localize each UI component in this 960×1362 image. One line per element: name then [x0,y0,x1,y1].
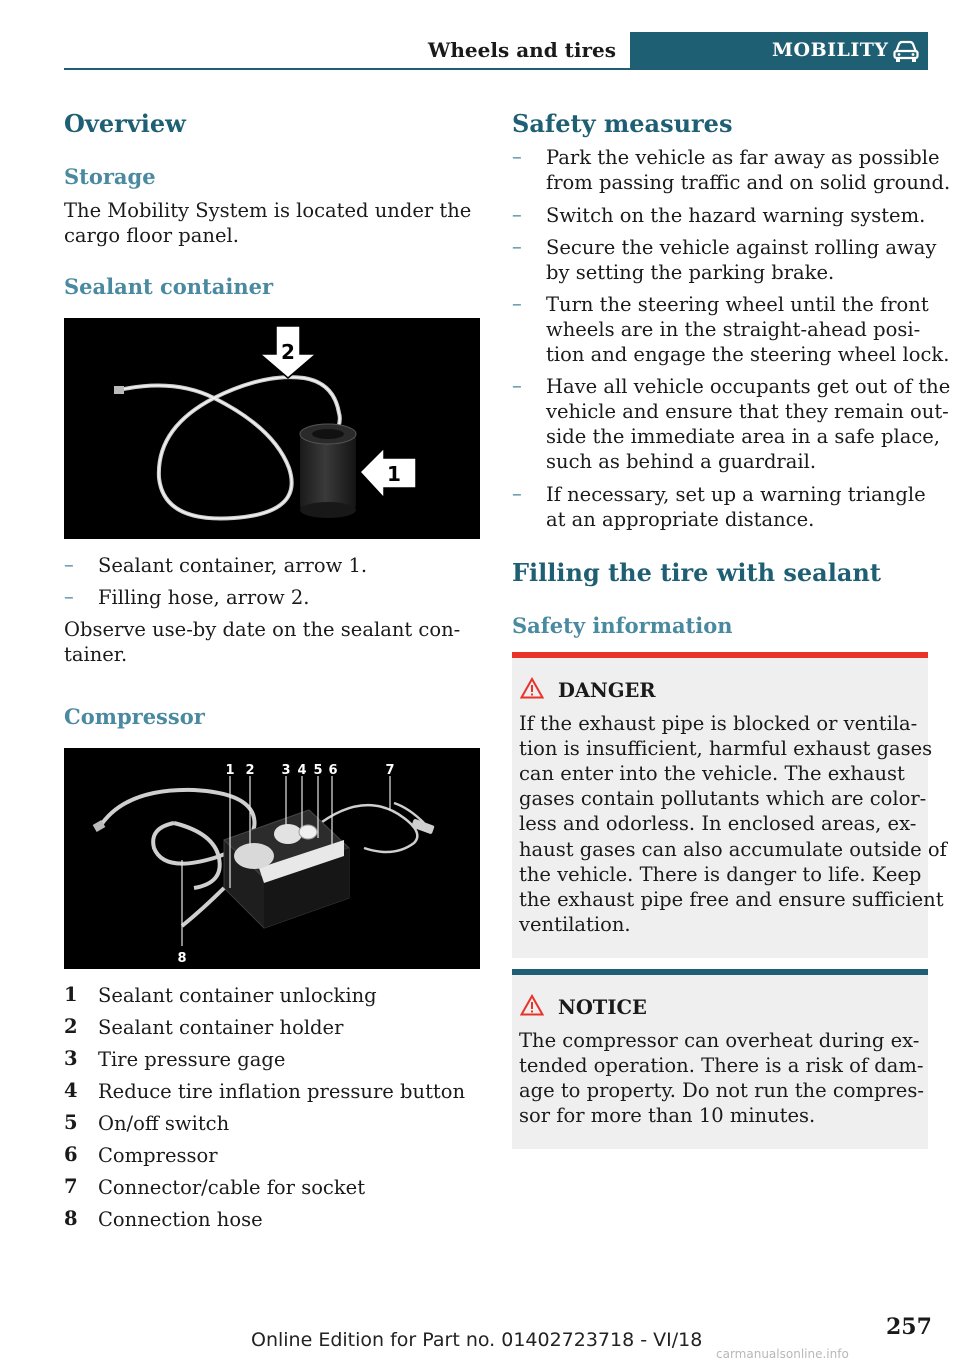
part-label: Connection hose [98,1208,263,1231]
overview-heading: Overview [64,109,186,138]
part-number: 3 [64,1047,78,1070]
callout-number: 7 [385,763,395,778]
notice-bar [512,969,928,975]
part-number: 7 [64,1175,78,1198]
callout-number: 8 [177,951,187,966]
warning-triangle-icon [520,677,544,699]
safety-measures-heading: Safety measures [512,109,733,138]
sealant-list-item: Sealant container, arrow 1. [98,554,368,577]
danger-line: ventilation. [519,913,631,936]
part-label: Compressor [98,1144,218,1167]
sealant-note-line: tainer. [64,643,128,666]
running-header [64,32,630,70]
list-dash: – [512,292,522,315]
part-number: 1 [64,983,78,1006]
danger-line: the exhaust pipe free and ensure sufficient [519,888,944,911]
part-number: 5 [64,1111,78,1134]
notice-line: sor for more than 10 minutes. [519,1104,816,1127]
list-dash: – [512,145,522,168]
compressor-photo [64,748,480,969]
callout-number: 6 [328,763,338,778]
notice-line: age to property. Do not run the compres- [519,1079,924,1102]
safety-item-line: side the immediate area in a safe place, [546,425,940,448]
callout-number: 4 [297,763,307,778]
watermark: carmanualsonline.info [716,1347,849,1361]
callout-number: 3 [281,763,291,778]
chapter-title: MOBILITY [772,39,889,61]
safety-item-line: Park the vehicle as far away as possible [546,146,940,169]
part-number: 8 [64,1207,78,1230]
safety-item-line: Secure the vehicle against rolling away [546,236,937,259]
notice-line: tended operation. There is a risk of dam- [519,1054,924,1077]
arrow-label: 2 [281,340,295,364]
safety-item-line: Switch on the hazard warning system. [546,204,926,227]
arrow-label: 1 [387,462,401,486]
danger-bar [512,652,928,658]
storage-text-line: The Mobility System is located under the [64,199,472,222]
part-number: 2 [64,1015,78,1038]
danger-line: gases contain pollutants which are color- [519,787,927,810]
chapter-tab [630,32,928,70]
part-label: Tire pressure gage [98,1048,286,1071]
safety-item-line: wheels are in the straight-ahead posi- [546,318,921,341]
filling-heading: Filling the tire with sealant [512,558,881,587]
safety-item-line: from passing traffic and on solid ground. [546,171,951,194]
safety-item-line: Turn the steering wheel until the front [546,293,929,316]
part-label: On/off switch [98,1112,230,1135]
sealant-container-illustration [64,318,480,539]
sealant-container-photo [64,318,480,539]
storage-text-line: cargo floor panel. [64,224,239,247]
safety-item-line: Have all vehicle occupants get out of the [546,375,951,398]
car-icon [892,38,920,64]
safety-item-line: vehicle and ensure that they remain out- [546,400,949,423]
part-label: Sealant container holder [98,1016,344,1039]
sealant-list-item: Filling hose, arrow 2. [98,586,310,609]
safety-item-line: by setting the parking brake. [546,261,835,284]
danger-line: tion is insufficient, harmful exhaust gases [519,737,933,760]
section-title: Wheels and tires [427,38,616,62]
sealant-note-line: Observe use-by date on the sealant con- [64,618,461,641]
compressor-illustration [64,748,480,969]
part-label: Connector/cable for socket [98,1176,366,1199]
storage-heading: Storage [64,164,156,189]
sealant-heading: Sealant container [64,274,274,299]
danger-line: the vehicle. There is danger to life. Keep [519,863,922,886]
list-dash: – [512,235,522,258]
list-dash: – [512,482,522,505]
list-dash: – [64,553,74,576]
list-dash: – [64,585,74,608]
part-number: 6 [64,1143,78,1166]
compressor-heading: Compressor [64,704,205,729]
danger-title: DANGER [558,679,656,702]
list-dash: – [512,203,522,226]
page-number: 257 [886,1314,932,1340]
danger-box [512,652,947,958]
callout-number: 1 [225,763,235,778]
safety-item-line: tion and engage the steering wheel lock. [546,343,950,366]
danger-line: If the exhaust pipe is blocked or ventila- [519,712,918,735]
part-number: 4 [64,1079,78,1102]
notice-box [512,969,928,1149]
danger-line: can enter into the vehicle. The exhaust [519,762,905,785]
edition-note: Online Edition for Part no. 01402723718 - VI/18 [251,1329,703,1351]
safety-item-line: If necessary, set up a warning triangle [546,483,926,506]
safety-item-line: at an appropriate distance. [546,508,815,531]
callout-number: 2 [245,763,255,778]
callout-number: 5 [313,763,323,778]
warning-triangle-icon [520,994,544,1016]
notice-title: NOTICE [558,996,647,1019]
notice-line: The compressor can overheat during ex- [519,1029,920,1052]
list-dash: – [512,374,522,397]
part-label: Reduce tire inflation pressure button [98,1080,466,1103]
part-label: Sealant container unlocking [98,984,377,1007]
danger-line: less and odorless. In enclosed areas, ex- [519,812,917,835]
safety-info-heading: Safety information [512,613,733,638]
safety-item-line: such as behind a guardrail. [546,450,817,473]
danger-line: haust gases can also accumulate outside of [519,838,947,861]
